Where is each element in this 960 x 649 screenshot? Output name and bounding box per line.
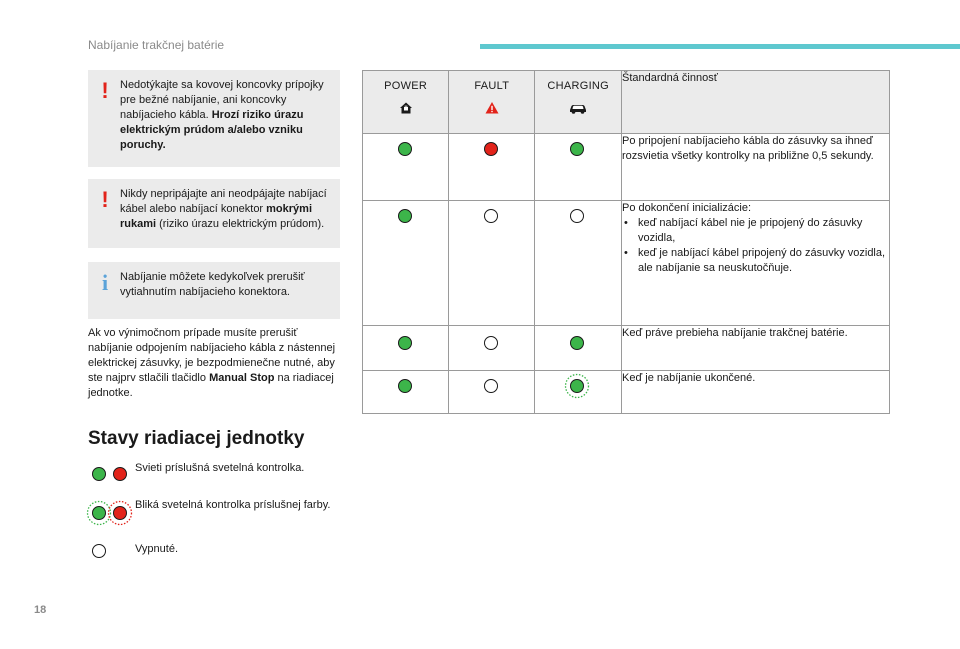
legend-row-off	[88, 542, 348, 564]
off-lamp-icon	[484, 336, 498, 350]
legend-row-blinking	[88, 498, 348, 532]
legend-text: Svieti príslušná svetelná kontrolka.	[135, 462, 305, 474]
table-row	[363, 326, 890, 371]
paragraph-text-after: na riadiacej jednotke.	[88, 372, 334, 399]
off-lamp-icon	[484, 209, 498, 223]
fault-cell	[449, 371, 535, 414]
red-lamp-icon	[484, 142, 498, 156]
fault-cell	[449, 201, 535, 326]
note-text-bold: mokrými rukami	[120, 203, 313, 230]
header-description: Štandardná činnosť	[621, 71, 889, 134]
off-lamp-icon	[92, 544, 106, 558]
header-fault	[449, 71, 535, 134]
green-lamp-icon	[398, 209, 412, 223]
bullet-item: • keď nabíjací kábel nie je pripojený do zásuvky vozidla,	[638, 216, 889, 246]
description-cell	[621, 326, 889, 371]
charging-cell	[535, 371, 622, 414]
body-paragraph	[88, 326, 340, 401]
fault-cell	[449, 134, 535, 201]
row-text: Po pripojení nabíjacieho kábla do zásuvky sa ihneď rozsvietia všetky kontrolky na približne 0,5 sekundy.	[621, 135, 874, 162]
row-text: Keď práve prebieha nabíjanie trakčnej batérie.	[621, 327, 848, 339]
charging-cell	[535, 134, 622, 201]
red-lamp-icon	[113, 467, 127, 481]
bullet-list	[622, 216, 889, 276]
green-lamp-icon	[92, 467, 106, 481]
legend-text: Vypnuté.	[135, 543, 179, 555]
paragraph-bold: Manual Stop	[209, 372, 275, 384]
green-lamp-icon	[570, 142, 584, 156]
warning-icon: !	[101, 78, 109, 103]
info-icon: i	[101, 270, 109, 295]
warning-note-2	[88, 179, 340, 248]
header-power	[363, 71, 449, 134]
fault-cell	[449, 326, 535, 371]
page-header-title: Nabíjanie trakčnej batérie	[88, 38, 225, 52]
page-header-bar	[480, 44, 960, 49]
paragraph-text: Ak vo výnimočnom prípade musíte prerušiť nabíjanie odpojením nabíjacieho kábla z nástennej elektrickej zásuvky, je bezpodmienečne nutné, aby ste najprv stlačili tlačidlo	[88, 327, 336, 384]
power-cell	[363, 201, 449, 326]
power-cell	[363, 326, 449, 371]
note-text-bold: Hrozí riziko úrazu elektrickým prúdom a/alebo vzniku poruchy.	[120, 109, 304, 151]
green-blinking-lamp-icon	[564, 373, 590, 399]
charging-cell	[535, 201, 622, 326]
car-icon	[568, 101, 588, 115]
note-text: Nikdy nepripájajte ani neodpájajte nabíjací kábel alebo nabíjací konektor	[120, 188, 327, 215]
legend-lamps	[88, 461, 134, 481]
off-lamp-icon	[570, 209, 584, 223]
row-text: Po dokončení inicializácie:	[621, 202, 752, 214]
table-row	[363, 371, 890, 414]
legend-lamps	[88, 498, 138, 528]
header-charging	[535, 71, 622, 134]
legend-row-lit	[88, 461, 348, 483]
row-text: Keď je nabíjanie ukončené.	[621, 372, 756, 384]
green-lamp-icon	[398, 379, 412, 393]
green-lamp-icon	[398, 142, 412, 156]
note-text: Nabíjanie môžete kedykoľvek prerušiť vytiahnutím nabíjacieho konektora.	[120, 271, 305, 298]
description-cell	[621, 201, 889, 326]
section-title: Stavy riadiacej jednotky	[88, 428, 305, 449]
legend-lamps	[88, 542, 134, 562]
table-row	[363, 201, 890, 326]
house-plug-icon	[399, 101, 413, 115]
header-label: POWER	[384, 80, 428, 92]
page-number: 18	[34, 604, 47, 616]
note-text-after: (riziko úrazu elektrickým prúdom).	[156, 218, 325, 230]
description-cell	[621, 371, 889, 414]
legend-text: Bliká svetelná kontrolka príslušnej farby.	[135, 499, 331, 511]
bullet-item: • keď je nabíjací kábel pripojený do zásuvky vozidla, ale nabíjanie sa neuskutočňuje.	[638, 246, 889, 276]
warning-note-1	[88, 70, 340, 167]
header-label: FAULT	[474, 80, 510, 92]
table-header-row	[363, 71, 890, 134]
power-cell	[363, 134, 449, 201]
green-lamp-icon	[570, 336, 584, 350]
green-lamp-icon	[398, 336, 412, 350]
header-label: CHARGING	[547, 80, 610, 92]
note-text: Nedotýkajte sa kovovej koncovky prípojky pre bežné nabíjanie, ani koncovky nabíjacieho kábla.	[120, 79, 324, 121]
table-row	[363, 134, 890, 201]
status-table	[362, 70, 890, 414]
off-lamp-icon	[484, 379, 498, 393]
power-cell	[363, 371, 449, 414]
charging-cell	[535, 326, 622, 371]
warning-triangle-icon	[485, 101, 499, 115]
description-cell	[621, 134, 889, 201]
red-blinking-lamp-icon	[107, 500, 133, 526]
warning-icon: !	[101, 187, 109, 212]
info-note	[88, 262, 340, 319]
